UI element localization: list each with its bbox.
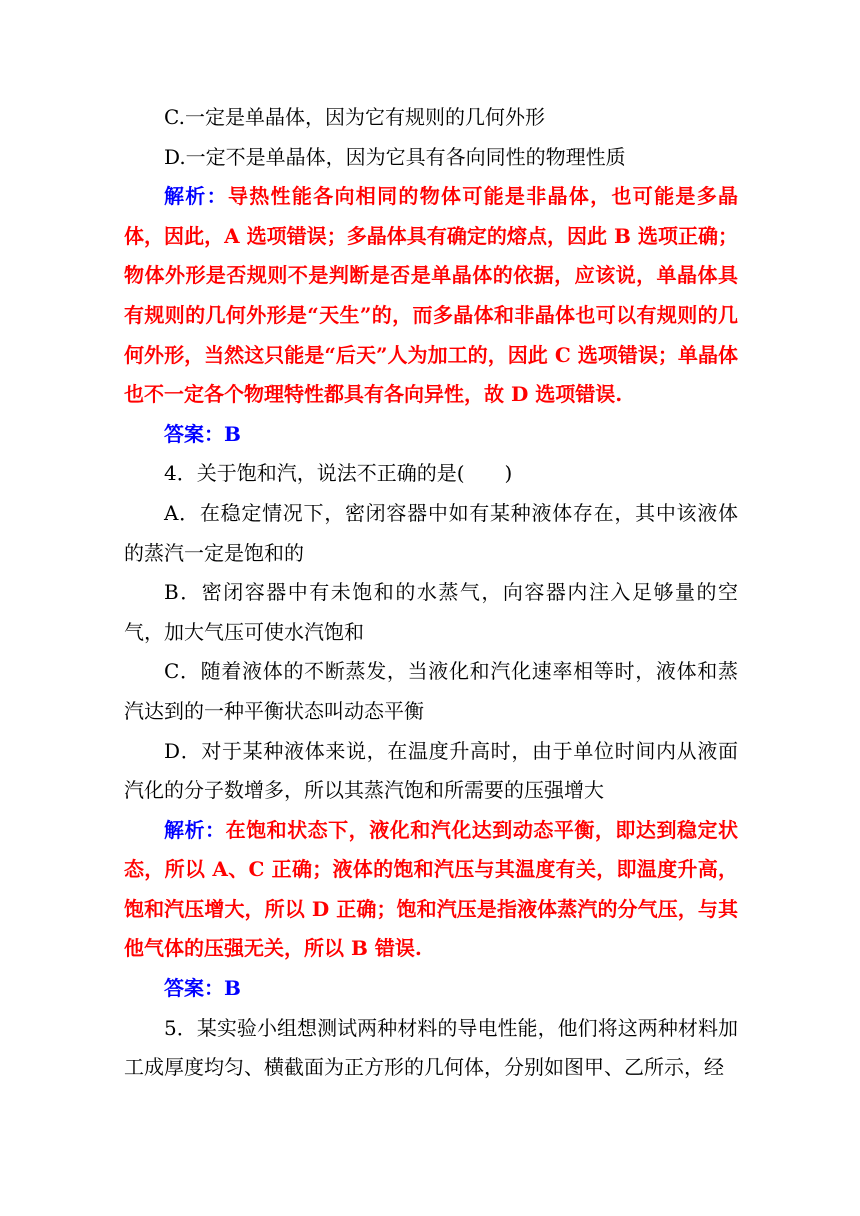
- answer-value: B: [224, 421, 241, 446]
- answer-value: B: [224, 976, 241, 1001]
- q4-option-b: B．密闭容器中有未饱和的水蒸气，向容器内注入足够量的空气，加大气压可使水汽饱和: [124, 580, 738, 644]
- q3-answer: [124, 415, 738, 455]
- q3-option-d: D.一定不是单晶体，因为它具有各向同性的物理性质: [164, 144, 626, 169]
- analysis-text: 导热性能各向相同的物体可能是非晶体，也可能是多晶体，因此，A 选项错误；多晶体具有确定的熔点，因此 B 选项正确；物体外形是否规则不是判断是否是单晶体的依据，应该说，单晶体具有规则的几何外形是“天生”的，而多晶体和非晶体也可以有规则的几何外形，当然这只能是“后天”人为加工的，因此 C 选项错误；单晶体也不一定各个物理特性都具有各向异性，故 D 选项错误.: [124, 184, 739, 407]
- q4-stem: 4．关于饱和汽，说法不正确的是( ): [164, 461, 513, 486]
- q3-option-c: C.一定是单晶体，因为它有规则的几何外形: [164, 105, 545, 129]
- q5-stem: 5．某实验小组想测试两种材料的导电性能，他们将这两种材料加工成厚度均匀、横截面为正方形的几何体，分别如图甲、乙所示，经: [124, 1015, 738, 1080]
- q4-option-d: D．对于某种液体来说，在温度升高时，由于单位时间内从液面汽化的分子数增多，所以其蒸汽饱和所需要的压强增大: [124, 738, 738, 803]
- q4-option-c: C．随着液体的不断蒸发，当液化和汽化速率相等时，液体和蒸汽达到的一种平衡状态叫动态平衡: [124, 659, 738, 723]
- q4-analysis: [124, 811, 738, 969]
- analysis-label: 解析：: [164, 817, 226, 842]
- q3-analysis: [124, 177, 738, 415]
- answer-label: 答案：: [164, 976, 224, 1001]
- analysis-label: 解析：: [164, 184, 228, 209]
- q4-option-a: A．在稳定情况下，密闭容器中如有某种液体存在，其中该液体的蒸汽一定是饱和的: [124, 500, 738, 565]
- answer-label: 答案：: [164, 421, 224, 446]
- page-content: [124, 98, 738, 1088]
- q4-answer: [124, 969, 738, 1009]
- analysis-text: 在饱和状态下，液化和汽化达到动态平衡，即达到稳定状态，所以 A、C 正确；液体的饱和汽压与其温度有关，即温度升高，饱和汽压增大，所以 D 正确；饱和汽压是指液体蒸汽的分气压，与其他气体的压强无关，所以 B 错误.: [124, 817, 739, 961]
